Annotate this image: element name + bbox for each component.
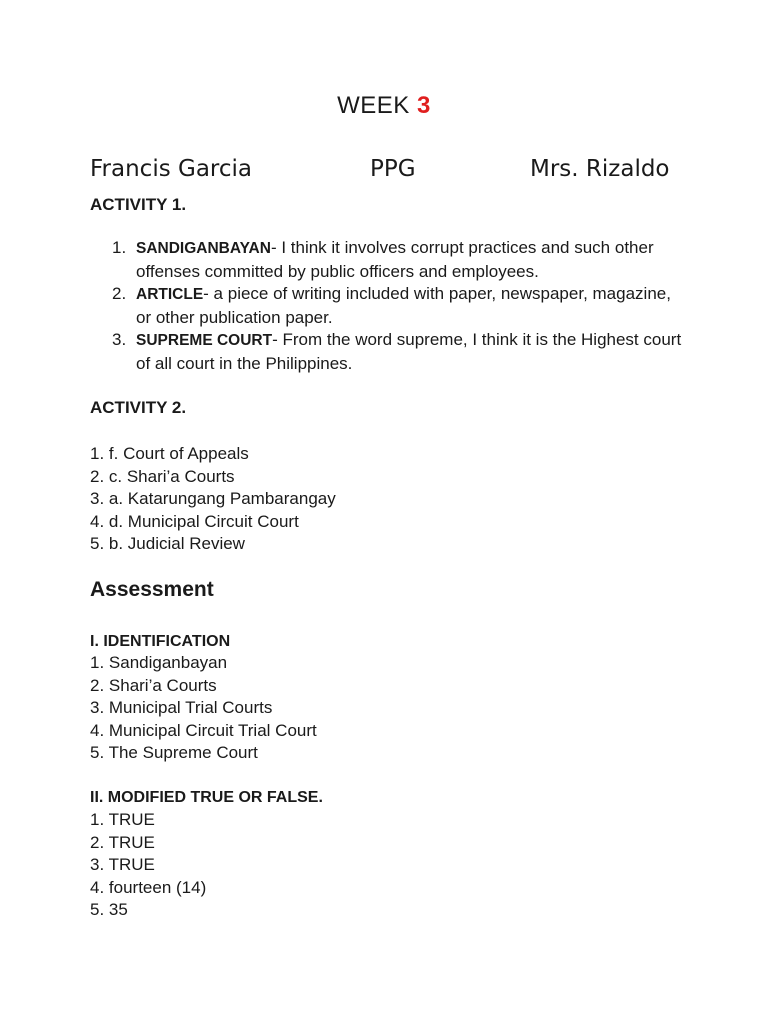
subject-name: PPG	[370, 156, 416, 182]
list-item: 1. Sandiganbayan	[90, 653, 228, 672]
item-number: 2.	[112, 284, 127, 303]
activity1-list	[112, 237, 682, 375]
list-item: 2. Shari’a Courts	[90, 675, 217, 695]
list-item: 4. d. Municipal Circuit Court	[90, 511, 299, 531]
identification-list	[90, 652, 317, 765]
list-item: 5. 35	[90, 900, 128, 919]
list-item	[112, 237, 682, 283]
item-term: SUPREME COURT	[136, 332, 273, 349]
page-title	[0, 92, 768, 120]
list-item	[112, 283, 682, 329]
item-number: 1.	[112, 238, 127, 257]
true-false-heading: II. MODIFIED TRUE OR FALSE.	[90, 789, 323, 806]
list-item: 1. TRUE	[90, 810, 155, 829]
list-item: 2. TRUE	[90, 832, 155, 852]
teacher-name: Mrs. Rizaldo	[530, 156, 670, 182]
identification-heading: I. IDENTIFICATION	[90, 633, 231, 650]
list-item: 4. fourteen (14)	[90, 877, 207, 897]
list-item: 3. Municipal Trial Courts	[90, 698, 273, 717]
list-item: 2. c. Shari’a Courts	[90, 466, 235, 486]
item-definition: - a piece of writing included with paper, newspaper, magazine, or other publication paper.	[136, 284, 671, 327]
list-item: 4. Municipal Circuit Trial Court	[90, 720, 317, 740]
week-label: WEEK	[337, 92, 417, 119]
list-item: 3. a. Katarungang Pambarangay	[90, 489, 336, 508]
true-false-list	[90, 809, 206, 922]
student-header	[90, 156, 690, 190]
activity1-heading: ACTIVITY 1.	[90, 195, 187, 214]
activity2-heading: ACTIVITY 2.	[90, 398, 187, 417]
week-number: 3	[416, 92, 431, 119]
item-definition: - From the word supreme, I think it is the Highest court of all court in the Philippines.	[136, 330, 682, 373]
activity2-list	[90, 443, 336, 556]
item-term: SANDIGANBAYAN	[136, 240, 271, 257]
list-item: 1. f. Court of Appeals	[90, 444, 249, 463]
assessment-heading: Assessment	[90, 578, 214, 601]
item-number: 3.	[112, 330, 127, 349]
item-term: ARTICLE	[136, 286, 204, 303]
list-item: 5. The Supreme Court	[90, 743, 258, 762]
item-definition: - I think it involves corrupt practices and such other offenses committed by public officers and employees.	[136, 238, 654, 281]
list-item: 5. b. Judicial Review	[90, 534, 245, 553]
list-item	[112, 329, 682, 375]
student-name: Francis Garcia	[90, 156, 253, 182]
list-item: 3. TRUE	[90, 855, 155, 874]
